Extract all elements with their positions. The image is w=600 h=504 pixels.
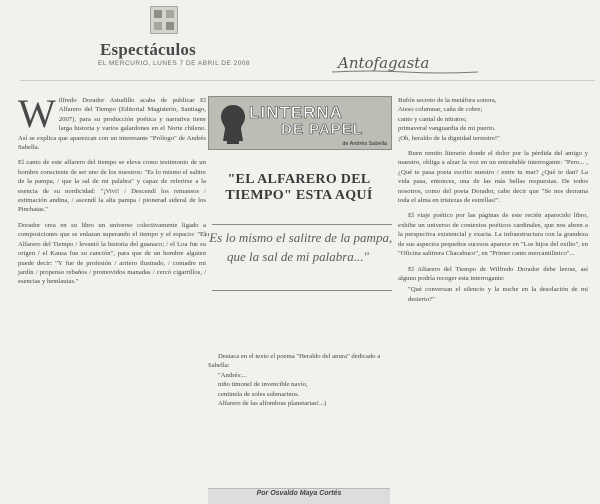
poem-line: Bufón secreto de la metáfora sonora, — [398, 97, 497, 104]
header-rule — [20, 80, 595, 81]
poem-line: Ateso columnar, caña de cobre; — [398, 106, 483, 114]
poem-line: ¡Oh, heraldo de la dignidad terrestre!" — [398, 134, 500, 142]
poem-continuation — [398, 96, 588, 143]
paragraph-3: Dorador crea en su libro un universo colectivamente ligado a composiciones que se enlazan superando el tiempo y el espacio: "El Alfarero del Tiempo / levantó la historia del guanaco; / el Loa fue su origen / el Kausa fue su canción", para que de un hombre alguien puede decir: "Y fue de profesión / arriero ilustrado, / comadre mi jardín / propenso rebaños / promovidos manadas / cercó cigarrillos, / esencias y hemlautas." — [18, 221, 206, 286]
pullquote-rule-bottom — [212, 290, 392, 291]
handwritten-annotation: Antofagasta — [338, 54, 430, 72]
pullquote: "Es lo mismo el salitre de la pampa, que la sal de mi palabra..." — [203, 230, 393, 264]
paragraph-1 — [18, 91, 206, 152]
paragraph-1-text: ilfredo Dorador Astudillo acaba de publicar El Alfarero del Tiempo (Editorial Magisterio, Santiago, 2007), para su producción poética y narrativa tiene larga historia y varios galardones en el Norte chileno. Así se explica que aparezcan con un interesante "Prólogo" de Andrés Sabella. — [18, 97, 206, 152]
paragraph-2: El canto de este alfarero del tiempo se eleva como testimonio de un hombre consciente de ser uno de los nuestros: "Es lo mismo el salitre de la pampa, / que la sal de mi palabra" y capaz de referirse a la esencia de su nordicidad: "¡Vivi! / Descendí los remansos / estimación andina, / ascendí la alta pampa / pionerad sideral de los Pinchatas." — [18, 159, 206, 214]
paragraph-6: El Alfarero del Tiempo de Wilfredo Dorador debe leerse, así alguno podría recoger esta interrogante: — [398, 265, 588, 282]
column-banner — [208, 96, 392, 150]
banner-author: de Andrés Sabella — [342, 141, 387, 147]
center-text — [208, 352, 390, 408]
banner-title-line1: LINTERNA — [249, 103, 343, 122]
column-left — [18, 91, 206, 287]
dateline: EL MERCURIO, LUNES 7 DE ABRIL DE 2008 — [98, 60, 251, 67]
byline: Por Osvaldo Maya Cortés — [256, 490, 342, 497]
handwritten-underline — [330, 70, 480, 74]
section-title: Espectáculos — [100, 40, 196, 59]
poem-line: "Andrés:... — [218, 371, 247, 379]
lantern-silhouette-icon — [213, 101, 253, 145]
center-intro: Destaca en el texto el poema "Heraldo del anura" dedicado a Sabella: — [208, 353, 381, 370]
newspaper-logo — [150, 6, 178, 34]
pullquote-rule-top — [212, 224, 392, 225]
drop-cap: W — [18, 91, 56, 136]
poem-line: canto y cantal de nitratos; — [398, 115, 467, 123]
poem-line: centinela de soles submarinos. — [218, 390, 300, 398]
banner-title-line2: DE PAPEL — [281, 121, 363, 138]
poem-line: primaveral vanguardia de mi puerto. — [398, 125, 496, 133]
logo-icon — [151, 7, 177, 33]
paragraph-4: Buen remito literario donde el dolor por la pérdida del amigo y maestro, obliga a alzar la voz en un entrañable interrogante: "Pero... , ¿Qué te pasa poeta escrito nuestro / entre tu mar? ¿Qué te dan? La vida pasa, entonces, una de las más bellas respuestas. De todos nosotros, como del poeta Dorador, cabe decir que "Se nos derrama toda el alma en tristezas de estrellas!". — [398, 150, 588, 205]
headline: "EL ALFARERO DEL TIEMPO" ESTA AQUÍ — [225, 172, 373, 203]
closing-quote: "Qué conversan el silencio y la noche en la desolación de mi desierto?" — [408, 286, 588, 303]
poem-line: niño timonel de invencible navío, — [218, 381, 308, 389]
column-right — [398, 96, 588, 304]
poem-line: Alfarero de las alfombras planetarias!...) — [218, 400, 327, 408]
paragraph-5: El viaje poético por las páginas de este recién aparecido libro, exhibe un universo de contextos poéticos cardinales, que nos abren a la perspectiva existencial y exacta. La infraestructura con la grandeza de sus aspectos pequeños sucesos aparece en "Los hijos del exilio", en "Oficina salitrera Chacabuco", en "Primer canto mercantilinico"... — [398, 212, 588, 258]
